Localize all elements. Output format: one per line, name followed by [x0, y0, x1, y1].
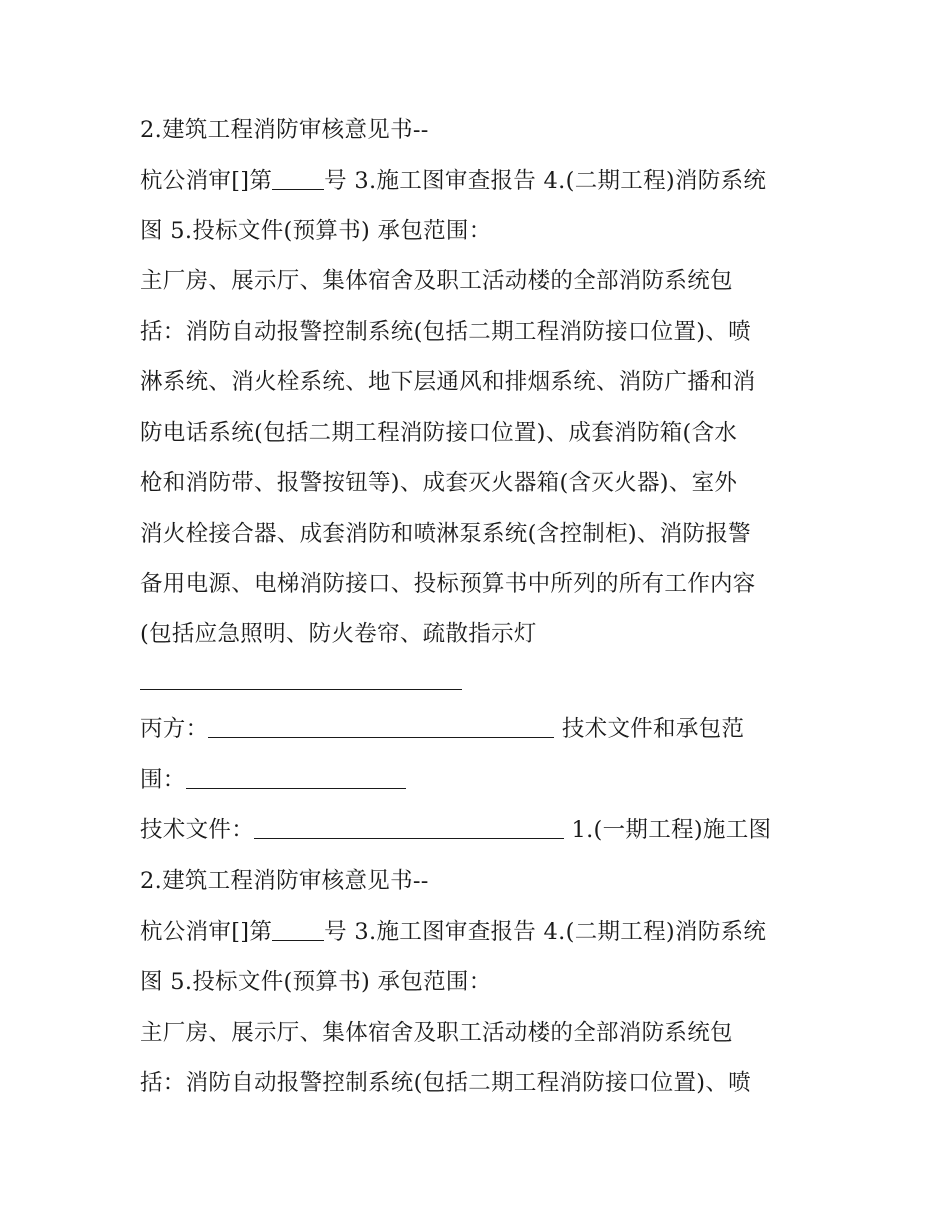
text-line — [140, 110, 830, 150]
fill-in-blank — [272, 914, 324, 941]
fill-in-blank — [208, 711, 554, 738]
text-span: 淋系统、消火栓系统、地下层通风和排烟系统、消防广播和消 — [140, 369, 756, 395]
text-line — [140, 912, 830, 952]
text-span: 防电话系统(包括二期工程消防接口位置)、成套消防箱(含水 — [140, 420, 738, 446]
text-line — [140, 861, 830, 901]
text-line — [140, 312, 830, 352]
text-line — [140, 614, 830, 654]
text-span: 主厂房、展示厅、集体宿舍及职工活动楼的全部消防系统包 — [140, 1020, 733, 1046]
text-line — [140, 1013, 830, 1053]
text-span: 技术文件： — [140, 817, 255, 843]
text-span: 括：消防自动报警控制系统(包括二期工程消防接口位置)、喷 — [140, 319, 751, 345]
text-span: 号 3.施工图审查报告 4.(二期工程)消防系统 — [324, 919, 767, 945]
text-span: 杭公消审[]第 — [140, 168, 273, 194]
text-line — [140, 709, 830, 749]
text-line — [140, 362, 830, 402]
text-span: 技术文件和承包范 — [561, 716, 745, 742]
fill-in-blank — [254, 812, 564, 839]
text-line — [140, 514, 830, 554]
fill-in-blank — [186, 762, 406, 789]
text-span: 主厂房、展示厅、集体宿舍及职工活动楼的全部消防系统包 — [140, 268, 733, 294]
text-line — [140, 962, 830, 1002]
text-line — [140, 261, 830, 301]
text-span: 1.(一期工程)施工图 — [571, 817, 772, 843]
text-line — [140, 211, 830, 251]
text-line — [140, 1063, 830, 1103]
text-span: 2.建筑工程消防审核意见书-- — [140, 117, 429, 143]
text-line — [140, 161, 830, 201]
text-span: 2.建筑工程消防审核意见书-- — [140, 868, 429, 894]
text-line — [140, 564, 830, 604]
text-span: 备用电源、电梯消防接口、投标预算书中所列的所有工作内容 — [140, 571, 756, 597]
text-span: 括：消防自动报警控制系统(包括二期工程消防接口位置)、喷 — [140, 1070, 751, 1096]
text-span: 图 5.投标文件(预算书) 承包范围： — [140, 218, 492, 244]
text-span: 图 5.投标文件(预算书) 承包范围： — [140, 969, 492, 995]
text-line — [140, 463, 830, 503]
text-line — [140, 810, 830, 850]
text-span: (包括应急照明、防火卷帘、疏散指示灯 — [140, 621, 537, 647]
text-span: 围： — [140, 767, 186, 793]
fill-in-blank — [272, 163, 324, 190]
text-line — [140, 413, 830, 453]
signature-rule — [140, 689, 462, 690]
text-span: 消火栓接合器、成套消防和喷淋泵系统(含控制柜)、消防报警 — [140, 521, 751, 547]
text-span: 枪和消防带、报警按钮等)、成套灭火器箱(含灭火器)、室外 — [140, 470, 738, 496]
text-line — [140, 760, 830, 800]
text-span: 丙方： — [140, 716, 209, 742]
text-span: 杭公消审[]第 — [140, 919, 273, 945]
text-span: 号 3.施工图审查报告 4.(二期工程)消防系统 — [324, 168, 767, 194]
